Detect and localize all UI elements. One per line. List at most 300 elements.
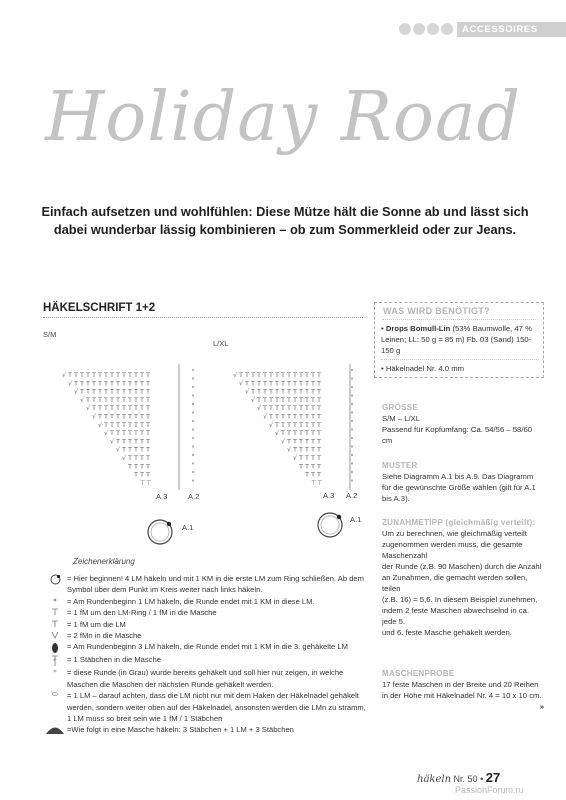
- stitch-symbol: T: [104, 379, 108, 388]
- stitch-symbol: √: [104, 429, 109, 438]
- stitch-symbol: T: [305, 404, 309, 413]
- stitch-symbol: T: [140, 379, 144, 388]
- stitch-symbol: √: [62, 371, 67, 379]
- chain-dot: [192, 369, 194, 371]
- stitch-symbol: √: [86, 404, 91, 413]
- stitch-symbol: T: [74, 379, 78, 388]
- legend-item: = 1 fM um die LM: [43, 619, 368, 630]
- stitch-symbol: √: [92, 412, 97, 421]
- stitch-symbol: T: [257, 387, 261, 396]
- chain-dot: [192, 394, 194, 396]
- stitch-symbol: T: [287, 371, 291, 379]
- stitch-symbol: T: [128, 371, 132, 379]
- stitch-symbol: T: [134, 429, 138, 438]
- stitch-symbol: √: [233, 371, 238, 379]
- stitch-symbol: T: [80, 387, 84, 396]
- stitch-symbol: T: [134, 379, 138, 388]
- stitch-symbol: T: [128, 379, 132, 388]
- stitch-symbol: T: [317, 445, 321, 454]
- legend-title: Zeichenerklärung: [73, 557, 135, 566]
- stitch-symbol: T: [317, 404, 321, 413]
- stitch-symbol: T: [116, 371, 120, 379]
- stitch-symbol: T: [86, 395, 90, 404]
- stitch-symbol: T: [305, 379, 309, 388]
- stitch-symbol: T: [269, 412, 273, 421]
- stitch-symbol: T: [275, 420, 279, 429]
- stitch-symbol: T: [92, 395, 96, 404]
- chain-dot: [192, 479, 194, 481]
- size-label-lxl: L/XL: [213, 339, 229, 348]
- stitch-symbol: T: [140, 429, 144, 438]
- stitch-symbol: ⊤: [317, 478, 323, 487]
- stitch-symbol: T: [146, 420, 150, 429]
- stitch-symbol: T: [110, 379, 114, 388]
- stitch-symbol: T: [317, 462, 321, 471]
- materials-item: • Drops Bomull-Lin (53% Baumwolle, 47 % Leinen; LL: 50 g = 85 m) Fb. 03 (Sand) 150-150 g: [381, 324, 532, 355]
- stitch-symbol: T: [299, 429, 303, 438]
- stitch-symbol: T: [110, 395, 114, 404]
- section-divider: [43, 317, 363, 318]
- stitch-symbol: T: [275, 412, 279, 421]
- stitch-symbol: √: [269, 420, 274, 429]
- stitch-symbol: T: [263, 379, 267, 388]
- legend-item: =Wie folgt in eine Masche häkeln: 3 Stäbchen + 1 LM + 3 Stäbchen: [43, 724, 368, 735]
- chain-dot: [192, 428, 194, 430]
- chart-a2-lxl: [351, 369, 353, 482]
- chain-dot: [351, 403, 353, 405]
- shell-stitch-icon: [43, 724, 67, 735]
- stitch-symbol: T: [104, 395, 108, 404]
- legend-item: = Hier beginnen! 4 LM häkeln und mit 1 KM in die erste LM zum Ring schließen. Ab dem Symbol über dem Punkt im Kreis weiter nach links häkeln.: [43, 573, 368, 596]
- stitch-symbol: T: [281, 412, 285, 421]
- stitch-symbol: T: [281, 387, 285, 396]
- stitch-symbol: T: [146, 404, 150, 413]
- stitch-symbol: T: [98, 412, 102, 421]
- stitch-symbol: T: [251, 387, 255, 396]
- label-a3: A.3: [156, 492, 168, 501]
- stitch-symbol: T: [311, 371, 315, 379]
- chart-a3-lxl: [233, 371, 323, 487]
- stitch-symbol: T: [317, 437, 321, 446]
- stitch-symbol: T: [146, 445, 150, 454]
- stitch-symbol: T: [317, 395, 321, 404]
- stitch-symbol: T: [317, 379, 321, 388]
- chart-a2-sm: [192, 369, 194, 482]
- stitch-symbol: T: [140, 371, 144, 379]
- chain-dot: [351, 369, 353, 371]
- stitch-symbol: T: [122, 371, 126, 379]
- stitch-symbol: T: [128, 420, 132, 429]
- materials-item: • Häkelnadel Nr. 4.0 mm: [381, 364, 465, 373]
- materials-divider: [382, 319, 536, 320]
- stitch-symbol: T: [287, 387, 291, 396]
- chain-dot: [351, 386, 353, 388]
- stitch-symbol: T: [116, 429, 120, 438]
- stitch-symbol: T: [317, 454, 321, 462]
- stitch-symbol: T: [281, 379, 285, 388]
- stitch-symbol: T: [317, 371, 321, 379]
- stitch-symbol: √: [275, 429, 280, 438]
- stitch-symbol: T: [128, 462, 132, 471]
- stitch-symbol: T: [140, 445, 144, 454]
- chain-dot: [192, 462, 194, 464]
- materials-title: WAS WIRD BENÖTIGT?: [383, 306, 490, 316]
- stitch-symbol: T: [311, 404, 315, 413]
- chain-dot: [192, 445, 194, 447]
- stitch-symbol: T: [116, 395, 120, 404]
- stitch-symbol: T: [281, 429, 285, 438]
- stitch-symbol: T: [134, 412, 138, 421]
- chain-dot: [351, 462, 353, 464]
- stitch-symbol: T: [305, 445, 309, 454]
- stitch-symbol: T: [140, 437, 144, 446]
- legend-item: = 1 LM – darauf achten, dass die LM nicht nur mit dem Haken der Häkelnadel gehäkelt werden, sondern weiter oben auf der Häkelnadel, ansonsten werden die LMn zu stramm, 1 LM muss so breit sein wie 1 fM / 1 Stäbchen: [43, 690, 368, 724]
- page-title: Holiday Road: [44, 78, 522, 157]
- stitch-symbol: T: [299, 387, 303, 396]
- issue-number: Nr. 50: [453, 774, 478, 784]
- stitch-symbol: T: [128, 429, 132, 438]
- stitch-symbol: T: [293, 404, 297, 413]
- chain-dot: [351, 377, 353, 379]
- stitch-symbol: T: [305, 412, 309, 421]
- stitch-symbol: T: [116, 404, 120, 413]
- stitch-symbol: T: [134, 420, 138, 429]
- stitch-symbol: T: [293, 371, 297, 379]
- chain-dot: [351, 437, 353, 439]
- stitch-symbol: T: [134, 470, 138, 479]
- stitch-symbol: T: [305, 371, 309, 379]
- stitch-symbol: T: [281, 395, 285, 404]
- stitch-symbol: T: [104, 404, 108, 413]
- category-dot: [413, 23, 425, 35]
- stitch-symbol: T: [305, 462, 309, 471]
- stitch-symbol: √: [245, 387, 250, 396]
- stitch-symbol: T: [104, 371, 108, 379]
- stitch-symbol: T: [269, 395, 273, 404]
- stitch-symbol: T: [293, 437, 297, 446]
- label-a1: A.1: [350, 515, 362, 524]
- stitch-symbol: T: [128, 454, 132, 462]
- stitch-symbol: T: [104, 387, 108, 396]
- stitch-symbol: T: [293, 379, 297, 388]
- stitch-symbol: T: [140, 462, 144, 471]
- stitch-symbol: T: [299, 454, 303, 462]
- chain-dot: [192, 411, 194, 413]
- chain-dot: [351, 394, 353, 396]
- stitch-symbol: T: [239, 371, 243, 379]
- stitch-symbol: √: [74, 387, 79, 396]
- stitch-symbol: T: [251, 379, 255, 388]
- stitch-symbol: T: [80, 371, 84, 379]
- stitch-symbol: T: [293, 429, 297, 438]
- stitch-symbol: T: [116, 420, 120, 429]
- stitch-symbol: T: [287, 404, 291, 413]
- stitch-symbol: T: [245, 371, 249, 379]
- grey-round-icon: [43, 667, 67, 690]
- stitch-symbol: T: [86, 379, 90, 388]
- stitch-symbol: T: [110, 387, 114, 396]
- stitch-symbol: T: [311, 462, 315, 471]
- stitch-symbol: T: [275, 395, 279, 404]
- stitch-symbol: T: [146, 462, 150, 471]
- groesse-section: GRÖSSE S/M – L/XL Passend für Kopfumfang: Ca. 54/56 – 58/60 cm: [382, 403, 533, 445]
- stitch-symbol: T: [305, 387, 309, 396]
- stitch-symbol: T: [281, 371, 285, 379]
- category-tab: ACCESSOIRES: [457, 22, 566, 37]
- stitch-symbol: ⊤: [311, 478, 317, 487]
- chain-stitch-icon: [43, 690, 67, 724]
- stitch-symbol: T: [122, 404, 126, 413]
- stitch-symbol: T: [146, 412, 150, 421]
- stitch-symbol: T: [299, 420, 303, 429]
- stitch-symbol: T: [122, 412, 126, 421]
- stitch-symbol: T: [317, 420, 321, 429]
- single-crochet-chain-icon: [43, 619, 67, 630]
- stitch-symbol: T: [128, 395, 132, 404]
- stitch-symbol: T: [269, 379, 273, 388]
- chain-dot: [192, 420, 194, 422]
- stitch-symbol: T: [146, 429, 150, 438]
- legend-item: = 1 Stäbchen in die Masche: [43, 654, 368, 667]
- stitch-symbol: T: [98, 371, 102, 379]
- stitch-symbol: T: [128, 437, 132, 446]
- stitch-symbol: T: [134, 387, 138, 396]
- chart-a3-sm: [62, 371, 152, 487]
- stitch-symbol: T: [110, 371, 114, 379]
- watermark: PassionForum.ru: [455, 785, 524, 795]
- stitch-symbol: T: [305, 420, 309, 429]
- stitch-symbol: T: [92, 371, 96, 379]
- stitch-symbol: T: [140, 395, 144, 404]
- stitch-symbol: T: [104, 412, 108, 421]
- stitch-symbol: T: [80, 379, 84, 388]
- stitch-symbol: T: [245, 379, 249, 388]
- footer-bullet: •: [480, 774, 484, 784]
- stitch-symbol: √: [293, 454, 298, 462]
- legend: [43, 573, 368, 736]
- stitch-symbol: T: [122, 387, 126, 396]
- stitch-symbol: T: [110, 420, 114, 429]
- stitch-symbol: T: [311, 437, 315, 446]
- stitch-symbol: T: [269, 371, 273, 379]
- legend-item: = 2 fMn in die Masche: [43, 630, 368, 641]
- stitch-symbol: T: [287, 395, 291, 404]
- chain-dot: [351, 479, 353, 481]
- stitch-symbol: T: [293, 445, 297, 454]
- stitch-symbol: T: [116, 437, 120, 446]
- legend-item: = Am Rundenbeginn 3 LM häkeln, die Runde endet mit 1 KM in die 3. gehäkelte LM: [43, 641, 368, 654]
- category-dot: [399, 23, 411, 35]
- stitch-symbol: T: [146, 395, 150, 404]
- stitch-symbol: T: [293, 412, 297, 421]
- stitch-symbol: √: [80, 395, 85, 404]
- stitch-symbol: √: [116, 445, 121, 454]
- stitch-symbol: T: [74, 371, 78, 379]
- stitch-symbol: T: [140, 412, 144, 421]
- stitch-symbol: T: [269, 404, 273, 413]
- stitch-symbol: T: [146, 387, 150, 396]
- stitch-symbol: T: [275, 387, 279, 396]
- chain-dot: [192, 471, 194, 473]
- legend-item: = 1 fM um den LM-Ring / 1 fM in die Masche: [43, 607, 368, 618]
- stitch-symbol: T: [128, 387, 132, 396]
- stitch-symbol: √: [110, 437, 115, 446]
- stitch-symbol: T: [311, 429, 315, 438]
- stitch-symbol: T: [275, 379, 279, 388]
- stitch-symbol: T: [122, 437, 126, 446]
- stitch-symbol: T: [134, 454, 138, 462]
- stitch-symbol: T: [311, 379, 315, 388]
- chain-dot: [351, 471, 353, 473]
- stitch-symbol: T: [317, 387, 321, 396]
- stitch-symbol: T: [257, 371, 261, 379]
- stitch-symbol: T: [299, 412, 303, 421]
- chain-dot: [192, 386, 194, 388]
- stitch-symbol: T: [257, 379, 261, 388]
- stitch-symbol: T: [98, 387, 102, 396]
- stitch-symbol: T: [287, 412, 291, 421]
- stitch-symbol: T: [299, 395, 303, 404]
- chain3-start-icon: [43, 641, 67, 654]
- stitch-symbol: T: [269, 387, 273, 396]
- stitch-symbol: T: [311, 445, 315, 454]
- stitch-symbol: T: [92, 404, 96, 413]
- stitch-symbol: T: [263, 387, 267, 396]
- stitch-symbol: T: [98, 379, 102, 388]
- stitch-symbol: T: [311, 470, 315, 479]
- zunahme-section: ZUNAHMETIPP (gleichmäßig verteilt): Um zu berechnen, wie gleichmäßig verteilt zugenommen werden muss, die gesamte Maschenzahl der Runde (z.B. 90 Maschen) durch die Anzahl an Zunahmen, die gemacht werden sollen, teilen (z.B. 16) = 5,6. In diesem Beispiel zunehmen, indem 2 feste Maschen abwechselnd in ca. jede 5. und 6. feste Masche gehäkelt werden.: [382, 518, 542, 637]
- label-a3: A.3: [323, 491, 335, 500]
- stitch-symbol: T: [110, 404, 114, 413]
- stitch-symbol: T: [146, 454, 150, 462]
- label-a1: A.1: [182, 523, 194, 532]
- stitch-symbol: T: [251, 371, 255, 379]
- stitch-symbol: T: [68, 371, 72, 379]
- muster-section: MUSTER Siehe Diagramm A.1 bis A.9. Das Diagramm für die gewünschte Größe wählen (gilt für A.1 bis A.3).: [382, 461, 536, 503]
- stitch-symbol: T: [110, 429, 114, 438]
- category-dots: [399, 23, 453, 35]
- stitch-symbol: T: [317, 470, 321, 479]
- size-label-sm: S/M: [43, 330, 57, 339]
- stitch-symbol: T: [263, 395, 267, 404]
- continue-marker: »: [539, 702, 544, 711]
- stitch-symbol: √: [68, 379, 73, 388]
- stitch-symbol: T: [305, 395, 309, 404]
- stitch-symbol: T: [86, 387, 90, 396]
- double-crochet-icon: [43, 654, 67, 667]
- stitch-symbol: T: [305, 429, 309, 438]
- increase-icon: [43, 630, 67, 641]
- stitch-symbol: T: [257, 395, 261, 404]
- chain-dot: [351, 428, 353, 430]
- stitch-symbol: √: [122, 454, 127, 462]
- stitch-symbol: T: [293, 420, 297, 429]
- stitch-symbol: T: [140, 470, 144, 479]
- stitch-symbol: T: [263, 371, 267, 379]
- stitch-symbol: T: [134, 395, 138, 404]
- stitch-symbol: T: [146, 379, 150, 388]
- stitch-symbol: T: [293, 387, 297, 396]
- label-a2: A.2: [346, 491, 358, 500]
- stitch-symbol: T: [287, 379, 291, 388]
- stitch-symbol: T: [275, 371, 279, 379]
- stitch-symbol: T: [110, 412, 114, 421]
- stitch-symbol: T: [128, 404, 132, 413]
- stitch-symbol: T: [134, 404, 138, 413]
- chain-dot: [351, 445, 353, 447]
- chain-dot: [192, 403, 194, 405]
- stitch-symbol: T: [305, 454, 309, 462]
- label-a2: A.2: [188, 492, 200, 501]
- page-footer: [417, 770, 500, 785]
- stitch-symbol: T: [305, 437, 309, 446]
- stitch-symbol: T: [140, 420, 144, 429]
- stitch-symbol: T: [122, 429, 126, 438]
- stitch-symbol: T: [134, 445, 138, 454]
- chain-dot: [192, 437, 194, 439]
- crochet-chart: [40, 350, 360, 550]
- stitch-symbol: T: [311, 395, 315, 404]
- materials-list: [381, 323, 539, 374]
- stitch-symbol: T: [128, 412, 132, 421]
- stitch-symbol: T: [116, 379, 120, 388]
- chain-dot: [192, 377, 194, 379]
- single-crochet-ring-icon: [43, 607, 67, 618]
- stitch-symbol: T: [299, 445, 303, 454]
- chain-dot: [351, 454, 353, 456]
- chain-start-icon: [43, 596, 67, 607]
- stitch-symbol: √: [257, 404, 262, 413]
- magazine-brand: häkeln: [417, 774, 452, 785]
- stitch-symbol: T: [134, 462, 138, 471]
- stitch-symbol: T: [134, 371, 138, 379]
- maschenprobe-section: MASCHENPROBE 17 feste Maschen in der Breite und 20 Reihen in der Höhe mit Häkelnadel Nr. 4 = 10 x 10 cm. »: [382, 669, 544, 711]
- stitch-symbol: T: [311, 454, 315, 462]
- stitch-symbol: T: [146, 470, 150, 479]
- stitch-symbol: T: [146, 371, 150, 379]
- stitch-symbol: T: [281, 420, 285, 429]
- stitch-symbol: √: [251, 395, 256, 404]
- category-dot: [427, 23, 439, 35]
- stitch-symbol: T: [287, 437, 291, 446]
- legend-item: = Am Rundenbeginn 1 LM häkeln, die Runde endet mit 1 KM in diese LM.: [43, 596, 368, 607]
- section-title: HÄKELSCHRIFT 1+2: [43, 302, 156, 314]
- category-dot: [441, 23, 453, 35]
- stitch-symbol: √: [287, 445, 292, 454]
- stitch-symbol: T: [122, 445, 126, 454]
- stitch-symbol: T: [140, 454, 144, 462]
- stitch-symbol: √: [98, 420, 103, 429]
- stitch-symbol: T: [311, 387, 315, 396]
- chain-dot: [351, 420, 353, 422]
- stitch-symbol: T: [122, 395, 126, 404]
- chain-dot: [351, 411, 353, 413]
- stitch-symbol: T: [86, 371, 90, 379]
- stitch-symbol: T: [128, 445, 132, 454]
- stitch-symbol: T: [281, 404, 285, 413]
- stitch-symbol: T: [305, 470, 309, 479]
- legend-item: = diese Runde (in Grau) wurde bereits gehäkelt und soll hier nur zeigen, in welche Maschen die Maschen der nächsten Runde gehäkelt werden.: [43, 667, 368, 690]
- stitch-symbol: T: [140, 404, 144, 413]
- stitch-symbol: T: [299, 437, 303, 446]
- stitch-symbol: √: [239, 379, 244, 388]
- page-number: 27: [485, 770, 501, 785]
- stitch-symbol: T: [275, 404, 279, 413]
- stitch-symbol: T: [311, 412, 315, 421]
- stitch-symbol: T: [98, 404, 102, 413]
- stitch-symbol: T: [104, 420, 108, 429]
- stitch-symbol: T: [116, 387, 120, 396]
